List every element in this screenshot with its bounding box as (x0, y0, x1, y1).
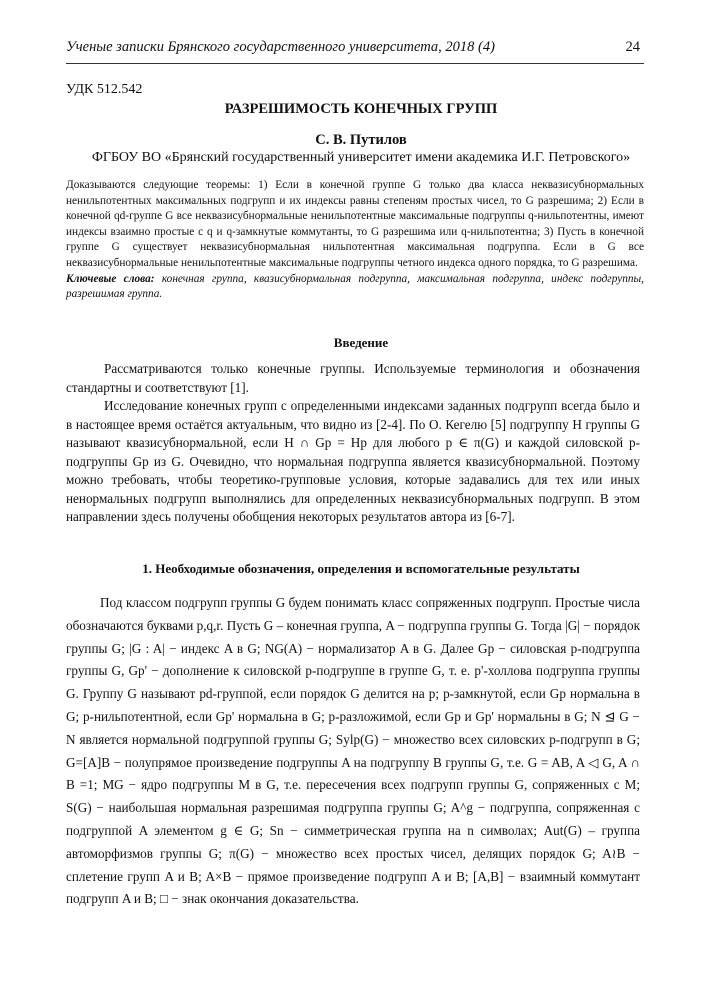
intro-body (66, 360, 640, 527)
abstract-text: Доказываются следующие теоремы: 1) Если в конечной группе G только два класса неквазисубнормальных ненильпотентных максимальных подгрупп и их индексы равны степеням простых чисел, то G разрешима; 2) Если в конечной qd-группе G все неквазисубнормальные ненильпотентные максимальные подгруппы q-нильпотентны, имеют индексы взаимно простые с q и q-замкнутые коммутанты, то G разрешима или q-нильпотентна; 3) Пусть в конечной группе G существует неквазисубнормальная нильпотентная максимальная подгруппа. Если в G все неквазисубнормальные ненильпотентные максимальные подгруппы четного индекса одного порядка, то G разрешима. (66, 179, 644, 269)
paper-title: РАЗРЕШИМОСТЬ КОНЕЧНЫХ ГРУПП (224, 101, 498, 117)
intro-paragraph-1: Рассматриваются только конечные группы. Используемые терминология и обозначения стандартны и соответствуют [1]. (66, 361, 640, 395)
abstract-block (66, 178, 644, 303)
page-number: 24 (625, 39, 640, 55)
section-body (66, 592, 640, 911)
udc-code: УДК 512.542 (66, 82, 143, 97)
keywords-label: Ключевые слова: (66, 272, 155, 285)
section-heading: 1. Необходимые обозначения, определения и вспомогательные результаты (142, 561, 580, 576)
affiliation: ФГБОУ ВО «Брянский государственный университет имени академика И.Г. Петровского» (91, 150, 631, 165)
keywords (66, 272, 644, 303)
section-paragraph: Под классом подгрупп группы G будем понимать класс сопряженных подгрупп. Простые числа обозначаются буквами p,q,r. Пусть G – конечная группа, A − подгруппа группы G. Тогда |G| − порядок группы G; |G : A| − индекс A в G; NG(A) − нормализатор A в G. Далее Gp − силовская p-подгруппа группы G, Gp' − дополнение к силовской p-подгруппе в группе G, т. е. p'-холлова подгруппа группы G. Группу G называют pd-группой, если порядок G делится на p; p-замкнутой, если Gp нормальна в G; p-нильпотентной, если Gp' нормальна в G; p-разложимой, если Gp и Gp' нормальны в G; N ⊴ G − N является нормальной подгруппой группы G; Sylp(G) − множество всех силовских p-подгрупп в G; G=[A]B − полупрямое произведение подгруппы A на подгруппу B группы G, т.е. G = AB, A ◁ G, A ∩ B =1; MG − ядро подгруппы M в G, т.е. пересечения всех подгрупп группы G, сопряженных с M; S(G) − наибольшая нормальная разрешимая подгруппа группы G; A^g − подгруппа, сопряженная с подгруппой A элементом g ∈ G; Sn − симметрическая группа на n символах; Aut(G) – группа автоморфизмов группы G; π(G) − множество всех простых чисел, делящих порядок G; A≀B − сплетение групп A и B; A×B − прямое произведение подгрупп A и B; [A,B] − взаимный коммутант подгрупп A и B; □ − знак окончания доказательства. (66, 595, 640, 907)
author-name: С. В. Путилов (315, 132, 407, 148)
running-header (66, 39, 644, 64)
intro-paragraph-2: Исследование конечных групп с определенными индексами заданных подгрупп всегда было и в настоящее время остаётся актуальным, что видно из [2-4]. По О. Кегелю [5] подгруппу H группы G называют квазисубнормальной, если H ∩ Gp = Hp для любого p ∈ π(G) и каждой силовской p-подгруппы Gp из G. Очевидно, что нормальная подгруппа является квазисубнормальной. Поэтому можно требовать, чтобы теоретико-групповые условия, которые задавались для тех или иных ненормальных подгрупп выполнялись для определенных неквазисубнормальных подгрупп. В этом направлении здесь получены обобщения некоторых результатов автора из [6-7]. (66, 398, 640, 524)
intro-heading: Введение (333, 335, 389, 350)
keywords-text: конечная группа, квазисубнормальная подгруппа, максимальная подгруппа, индекс подгруппы, разрешимая группа. (66, 272, 644, 301)
journal-title: Ученые записки Брянского государственного университета, 2018 (4) (66, 39, 495, 55)
